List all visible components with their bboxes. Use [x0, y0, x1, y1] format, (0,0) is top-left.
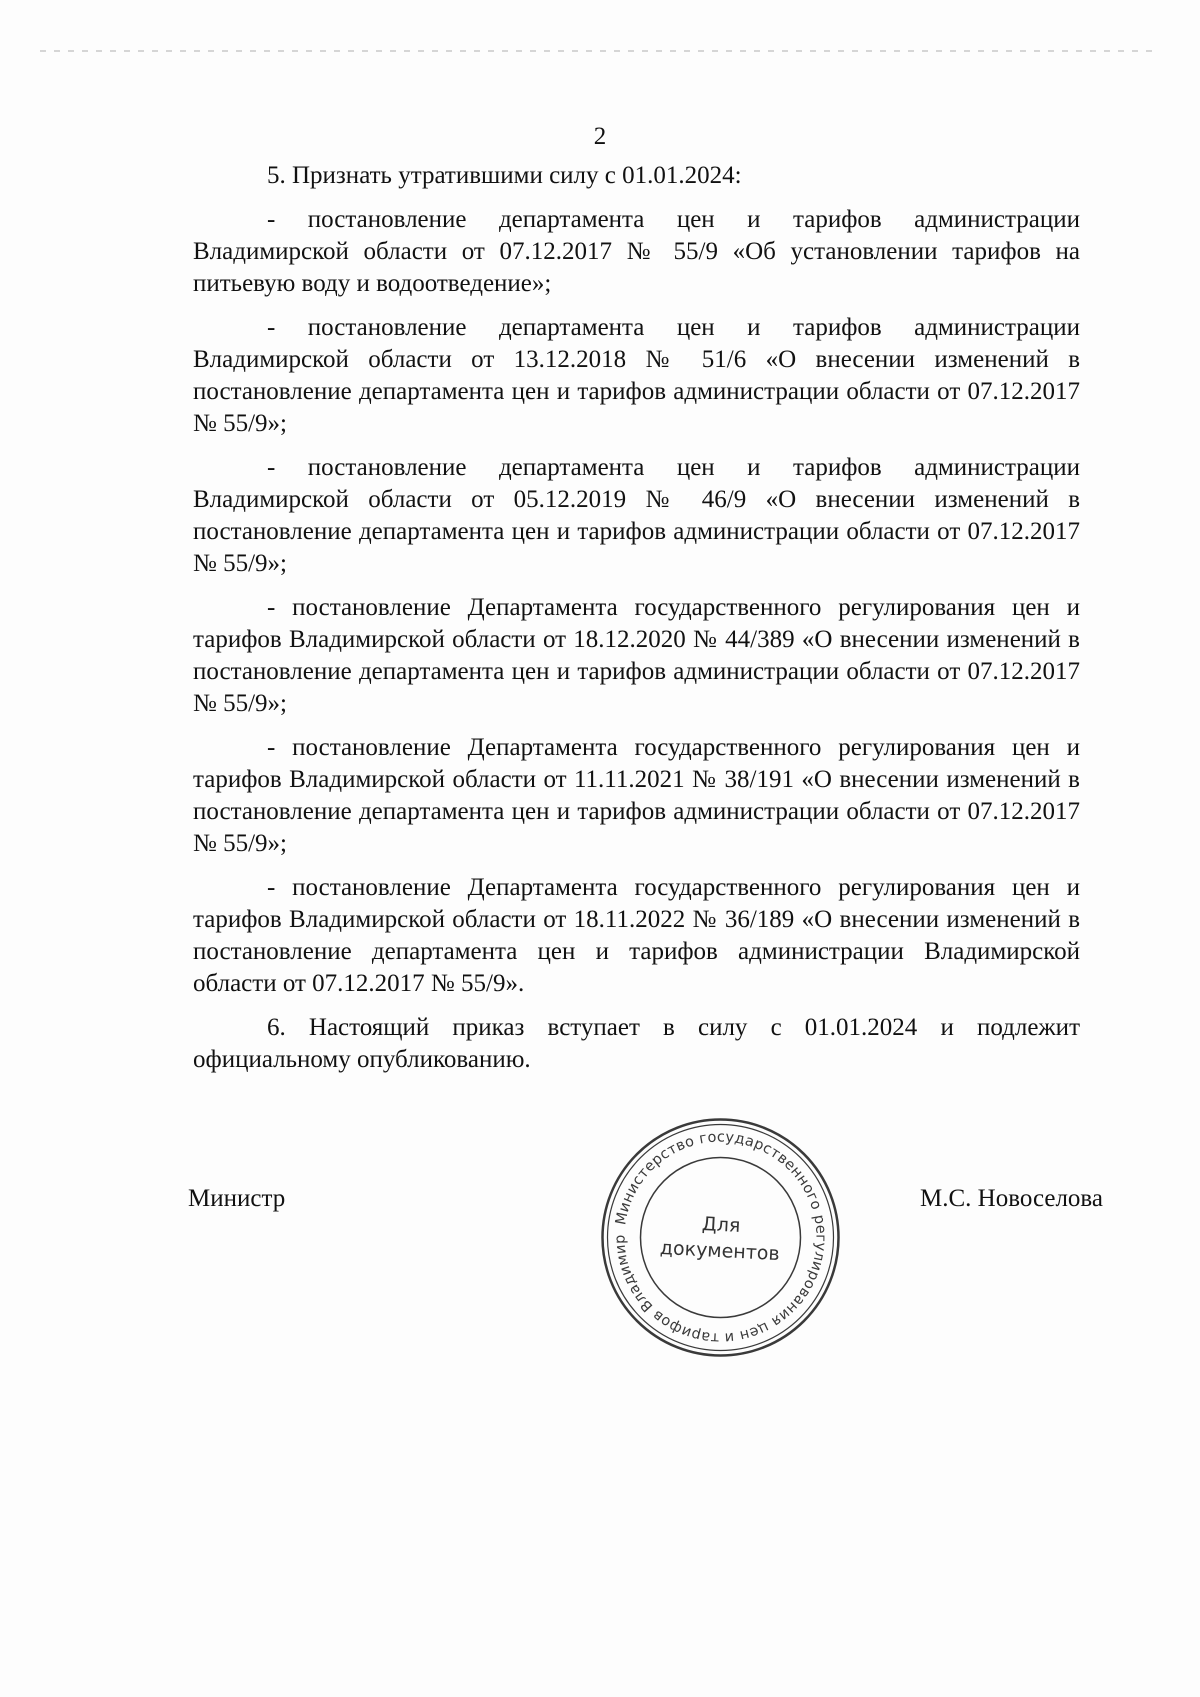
stamp-center-line-2: документов: [659, 1236, 781, 1265]
page-number: 2: [593, 123, 607, 150]
stamp-center-line-1: Для: [701, 1212, 741, 1237]
scan-edge-line: [40, 50, 1160, 52]
paragraph-sub-4: - постановление Департамента государственного регулирования цен и тарифов Владимирской области от 18.12.2020 № 44/389 «О внесении изменений в постановление департамента цен и тарифов администрации области от 07.12.2017 № 55/9»;: [193, 594, 1080, 717]
signatory-title: Министр: [188, 1185, 286, 1212]
signatory-name: М.С. Новоселова: [920, 1185, 1104, 1212]
paragraph-sub-3: - постановление департамента цен и тарифов администрации Владимирской области от 05.12.2019 № 46/9 «О внесении изменений в постановление департамента цен и тарифов администрации области от 07.12.2017 № 55/9»;: [193, 454, 1080, 577]
paragraph-sub-1: - постановление департамента цен и тарифов администрации Владимирской области от 07.12.2017 № 55/9 «Об установлении тарифов на питьевую воду и водоотведение»;: [193, 206, 1080, 297]
paragraph-sub-5: - постановление Департамента государственного регулирования цен и тарифов Владимирской области от 11.11.2021 № 38/191 «О внесении изменений в постановление департамента цен и тарифов администрации области от 07.12.2017 № 55/9»;: [193, 734, 1080, 857]
document-body: [193, 160, 1080, 1076]
stamp-ring-text: Министерство государственного регулирования цен и тарифов Владимир: [612, 1129, 829, 1346]
stamp-center: [592, 1109, 849, 1366]
paragraph-sub-2: - постановление департамента цен и тарифов администрации Владимирской области от 13.12.2018 № 51/6 «О внесении изменений в постановление департамента цен и тарифов администрации области от 07.12.2017 № 55/9»;: [193, 314, 1080, 437]
official-stamp: [598, 1115, 843, 1360]
paragraph-item-5: 5. Признать утратившими силу с 01.01.2024:: [267, 162, 742, 189]
paragraph-item-6: 6. Настоящий приказ вступает в силу с 01.01.2024 и подлежит официальному опубликованию.: [193, 1014, 1080, 1073]
paragraph-sub-6: - постановление Департамента государственного регулирования цен и тарифов Владимирской области от 18.11.2022 № 36/189 «О внесении изменений в постановление департамента цен и тарифов администрации Владимирской области от 07.12.2017 № 55/9».: [193, 874, 1080, 997]
